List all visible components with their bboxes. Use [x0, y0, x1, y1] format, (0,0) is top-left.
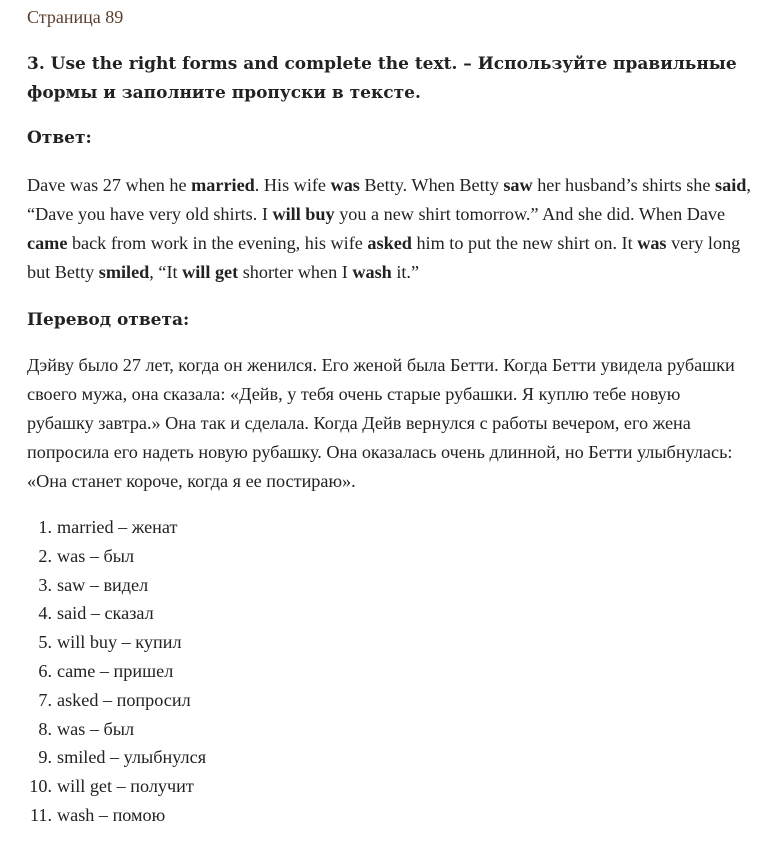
answer-verb: said — [715, 175, 747, 195]
answer-text-segment: Betty. When Betty — [359, 175, 504, 195]
list-item-text: came – пришел — [57, 660, 174, 681]
list-item — [27, 571, 206, 600]
answer-text-segment: shorter when I — [238, 262, 353, 282]
answer-text-segment: you a new shirt tomorrow.” And she did. When Dave — [334, 204, 726, 224]
list-item-number: 8. — [38, 718, 52, 739]
list-item-text: smiled – улыбнулся — [57, 747, 207, 768]
list-item — [27, 772, 206, 801]
answer-text-segment: . His wife — [254, 175, 331, 195]
answer-text-segment: , “Dave you have very old shirts. I — [27, 175, 751, 224]
answer-verb: came — [27, 233, 68, 253]
list-item — [27, 599, 206, 628]
list-item-text: will buy – купил — [57, 632, 182, 653]
list-item — [27, 513, 206, 542]
list-item-number: 11. — [29, 804, 52, 825]
list-item — [27, 657, 206, 686]
answer-label: Ответ: — [27, 128, 92, 148]
list-item — [27, 542, 206, 571]
answer-verb: will get — [182, 262, 239, 282]
answer-verb: will buy — [272, 204, 335, 224]
list-item — [27, 686, 206, 715]
answer-verb: was — [330, 175, 360, 195]
task-heading: 3. Use the right forms and complete the text. – Используйте правильные формы и заполните пропуски в тексте. — [27, 54, 737, 103]
list-item-text: said – сказал — [57, 603, 154, 624]
answer-text-segment: Dave was 27 when he — [27, 175, 192, 195]
list-item-number: 7. — [38, 689, 52, 710]
list-item-text: was – был — [57, 545, 135, 566]
list-item-number: 3. — [38, 574, 52, 595]
list-item — [27, 743, 206, 772]
answer-text-segment: very long but Betty — [27, 233, 741, 282]
list-item-text: asked – попросил — [57, 689, 191, 710]
list-item-text: married – женат — [57, 517, 178, 537]
list-item-text: will get – получит — [57, 776, 194, 797]
list-item — [27, 628, 206, 657]
list-item-number: 10. — [29, 776, 52, 797]
answer-verb: married — [191, 175, 255, 195]
answers-list — [27, 513, 206, 830]
answer-text-segment: her husband’s shirts she — [532, 175, 716, 195]
answer-verb: was — [637, 233, 667, 253]
answer-text-segment: , “It — [149, 262, 183, 282]
answer-text-segment: it.” — [391, 262, 420, 282]
answer-verb: asked — [367, 233, 412, 253]
page-number: Страница 89 — [27, 7, 124, 27]
list-item — [27, 801, 206, 830]
list-item-number: 6. — [38, 660, 52, 681]
list-item — [27, 715, 206, 744]
answer-text — [27, 171, 757, 287]
list-item-text: was – был — [57, 718, 135, 739]
translation-label: Перевод ответа: — [27, 310, 190, 330]
list-item-number: 9. — [38, 747, 52, 768]
list-item-number: 1. — [38, 517, 52, 537]
answer-verb: wash — [352, 262, 392, 282]
answer-text-segment: him to put the new shirt on. It — [411, 233, 638, 253]
translation-text: Дэйву было 27 лет, когда он женился. Его женой была Бетти. Когда Бетти увидела рубашки своего мужа, она сказала: «Дейв, у тебя очень старые рубашки. Я куплю тебе новую рубашку завтра.» Она так и сделала. Когда Дейв вернулся с работы вечером, его жена попросила его надеть новую рубашку. Она оказалась очень длинной, но Бетти улыбнулась: «Она станет короче, когда я ее постираю». — [27, 355, 735, 491]
answer-verb: smiled — [98, 262, 150, 282]
list-item-number: 4. — [38, 603, 52, 624]
list-item-number: 2. — [38, 545, 52, 566]
list-item-number: 5. — [38, 632, 52, 653]
answer-text-segment: back from work in the evening, his wife — [67, 233, 368, 253]
list-item-text: saw – видел — [57, 574, 149, 595]
list-item-text: wash – помою — [57, 804, 166, 825]
answer-verb: saw — [503, 175, 533, 195]
